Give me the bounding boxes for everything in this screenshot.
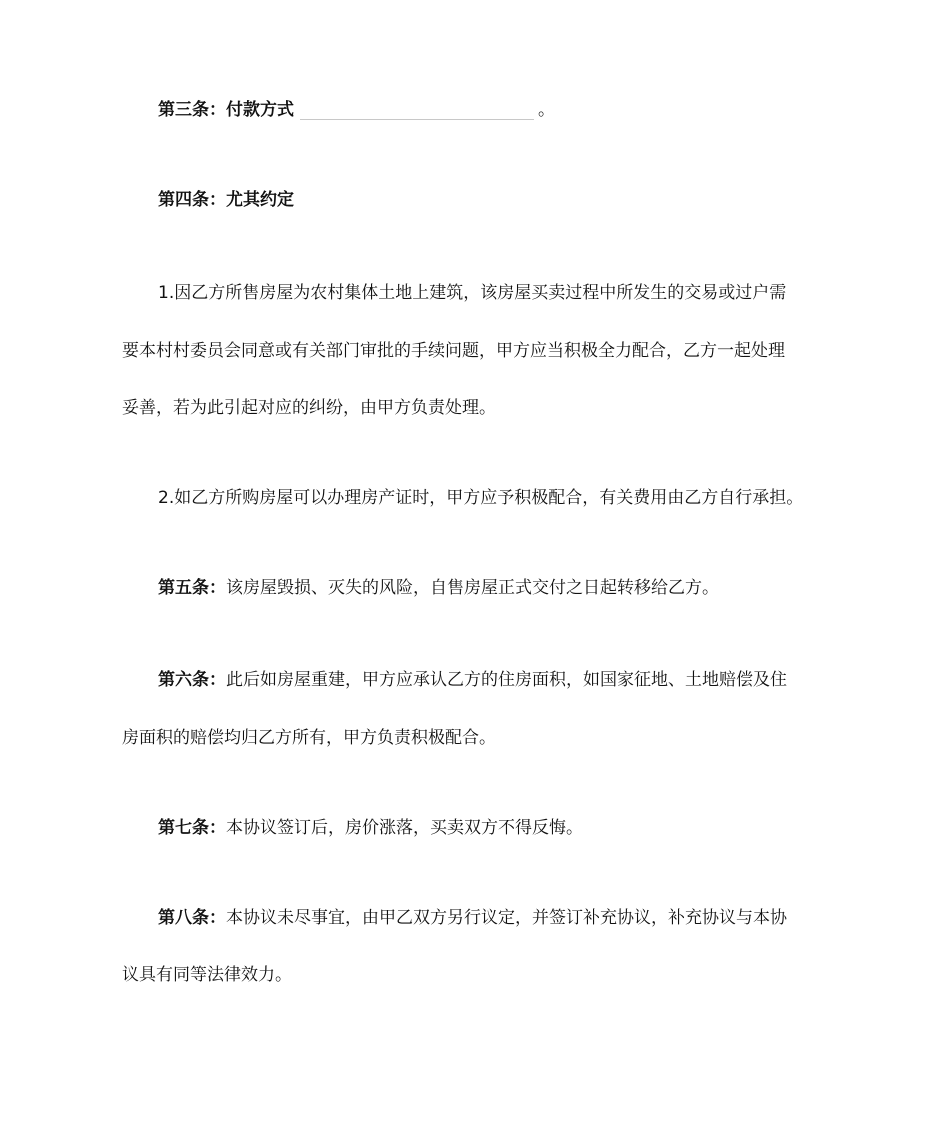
clause-7-text: 本协议签订后，房价涨落，买卖双方不得反悔。 [226, 818, 583, 838]
clause-5-text: 该房屋毁损、灭失的风险，自售房屋正式交付之日起转移给乙方。 [226, 578, 719, 598]
clause-3-line [158, 97, 878, 123]
clause-7-line [158, 815, 878, 841]
clause-8-text-1: 本协议未尽事宜，由甲乙双方另行议定，并签订补充协议，补充协议与本协 [226, 908, 787, 928]
clause-5-heading: 第五条： [158, 578, 226, 598]
item-1-line-1: 1.因乙方所售房屋为农村集体土地上建筑，该房屋买卖过程中所发生的交易或过户需 [158, 283, 787, 303]
clause-3-heading: 第三条：付款方式 [158, 100, 294, 120]
item-2-line-1: 2.如乙方所购房屋可以办理房产证时，甲方应予积极配合，有关费用由乙方自行承担。 [158, 488, 804, 508]
clause-8-line-1 [158, 905, 878, 931]
clause-6-line-1 [158, 667, 878, 693]
clause-6-text-1: 此后如房屋重建，甲方应承认乙方的住房面积，如国家征地、土地赔偿及住 [226, 670, 787, 690]
clause-6-line-2: 房面积的赔偿均归乙方所有，甲方负责积极配合。 [122, 728, 496, 748]
clause-4-line [158, 187, 878, 213]
clause-4-heading: 第四条：尤其约定 [158, 190, 294, 210]
clause-3-tail: 。 [538, 100, 555, 120]
clause-5-line [158, 575, 878, 601]
item-1-line-2: 要本村村委员会同意或有关部门审批的手续问题，甲方应当积极全力配合，乙方一起处理 [122, 341, 785, 361]
clause-8-heading: 第八条： [158, 908, 226, 928]
clause-7-heading: 第七条： [158, 818, 226, 838]
clause-8-line-2: 议具有同等法律效力。 [122, 965, 292, 985]
payment-method-blank [300, 118, 534, 120]
item-1-line-3: 妥善，若为此引起对应的纠纷，由甲方负责处理。 [122, 398, 496, 418]
clause-6-heading: 第六条： [158, 670, 226, 690]
